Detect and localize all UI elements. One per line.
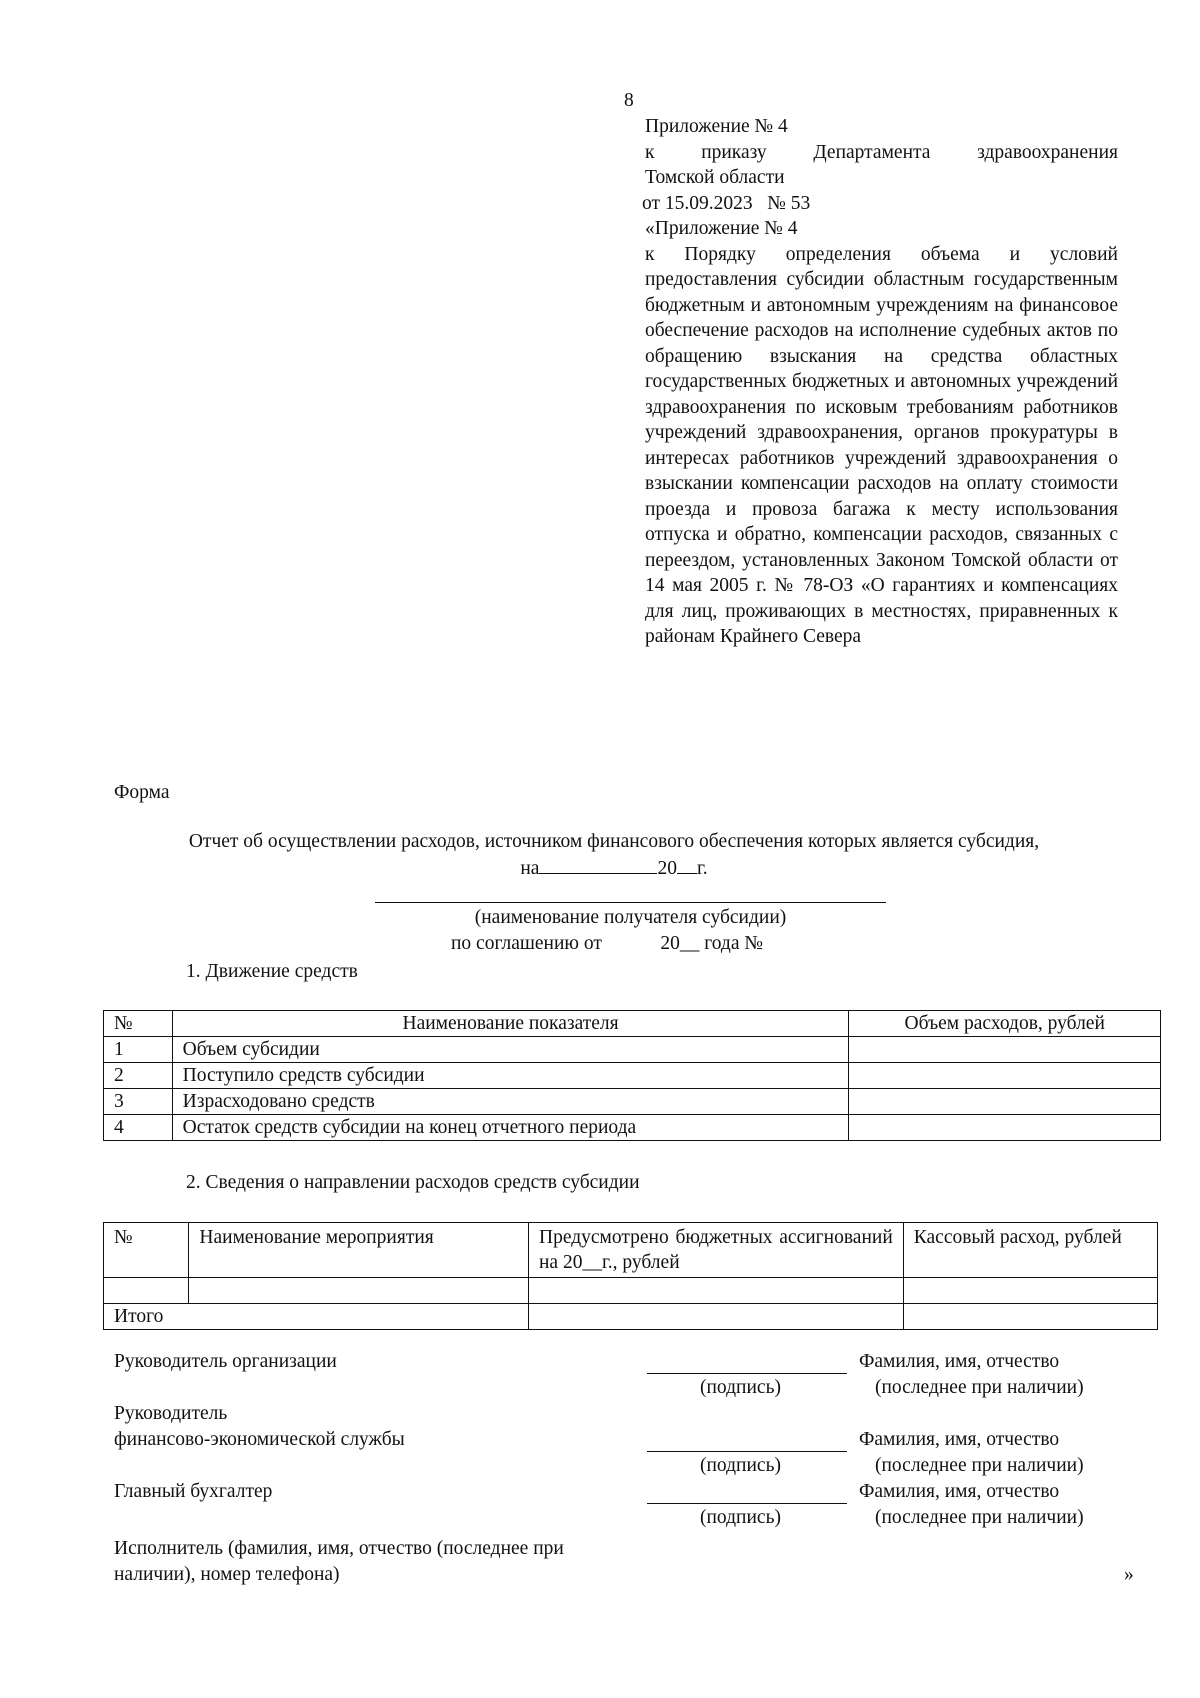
row-num: 2 <box>104 1063 173 1089</box>
row-name: Объем субсидии <box>172 1037 849 1063</box>
page-number: 8 <box>624 90 634 111</box>
table-row <box>104 1115 1161 1141</box>
empty-cell <box>104 1278 189 1304</box>
table-row <box>104 1089 1161 1115</box>
order-region: Томской области <box>645 167 785 188</box>
quoted-appendix-title: «Приложение № 4 <box>645 218 798 239</box>
period-year-blank <box>677 855 697 874</box>
header-indicator: Наименование показателя <box>172 1011 849 1037</box>
report-title: Отчет об осуществлении расходов, источником финансового обеспечения которых является субсидия, <box>188 831 1040 852</box>
head-signature-caption: (подпись) <box>700 1377 781 1398</box>
total-row <box>104 1304 1158 1330</box>
empty-cell <box>903 1278 1157 1304</box>
row-num: 3 <box>104 1089 173 1115</box>
executor-label-2: наличии), номер телефона) <box>114 1564 340 1585</box>
order-word: Департамента <box>813 141 931 163</box>
row-num: 1 <box>104 1037 173 1063</box>
recipient-name-line <box>375 902 886 903</box>
order-reference-line <box>645 140 1118 166</box>
report-period-line <box>100 855 1128 882</box>
chief-accountant-fio-note: (последнее при наличии) <box>875 1507 1084 1528</box>
form-label: Форма <box>114 782 170 803</box>
empty-cell <box>189 1278 529 1304</box>
period-on-prefix: на <box>520 858 540 879</box>
row-value <box>849 1089 1161 1115</box>
section1-title: 1. Движение средств <box>186 961 358 982</box>
chief-accountant-fio: Фамилия, имя, отчество <box>859 1481 1060 1502</box>
row-value <box>849 1115 1161 1141</box>
executor-label-1: Исполнитель (фамилия, имя, отчество (последнее при <box>114 1538 564 1559</box>
finance-head-label-1: Руководитель <box>114 1403 228 1424</box>
row-value <box>849 1063 1161 1089</box>
chief-accountant-signature-caption: (подпись) <box>700 1507 781 1528</box>
header-event: Наименование мероприятия <box>189 1223 529 1278</box>
table-row <box>104 1037 1161 1063</box>
appendix-title: Приложение № 4 <box>645 116 788 137</box>
row-num: 4 <box>104 1115 173 1141</box>
order-word: здравоохранения <box>977 141 1118 163</box>
header-num: № <box>104 1011 173 1037</box>
row-name: Поступило средств субсидии <box>172 1063 849 1089</box>
finance-head-fio: Фамилия, имя, отчество <box>859 1429 1060 1450</box>
agreement-line: по соглашению от 20__ года № <box>451 933 763 954</box>
appendix-basis-text: к Порядку определения объема и условий предоставления субсидии областным государственным бюджетным и автономным учреждениям на финансовое обеспечение расходов на исполнение судебных актов по обращению взыскания на средства областных государственных бюджетных и автономных учреждений здравоохранения по исковым требованиям работников учреждений здравоохранения, органов прокуратуры в интересах работников учреждений здравоохранения о взыскании компенсации расходов на оплату стоимости проезда и провоза багажа к месту использования отпуска и обратно, компенсации расходов, связанных с переездом, установленных Законом Томской области от 14 мая 2005 г. № 78-ОЗ «О гарантиях и компенсациях для лиц, проживающих в местностях, приравненных к районам Крайнего Севера <box>645 243 1118 647</box>
finance-head-fio-note: (последнее при наличии) <box>875 1455 1084 1476</box>
order-word: к <box>645 141 655 163</box>
head-signature-line <box>647 1373 847 1374</box>
head-label: Руководитель организации <box>114 1351 337 1372</box>
period-year-suffix: г. <box>696 858 708 879</box>
table-header-row <box>104 1223 1158 1278</box>
chief-accountant-signature-line <box>647 1503 847 1504</box>
expense-directions-table <box>103 1222 1158 1330</box>
section2-title: 2. Сведения о направлении расходов средств субсидии <box>186 1172 640 1193</box>
order-date-number: от 15.09.2023 № 53 <box>642 192 811 214</box>
header-num: № <box>104 1223 189 1278</box>
finance-head-signature-caption: (подпись) <box>700 1455 781 1476</box>
table-header-row <box>104 1011 1161 1037</box>
total-planned <box>529 1304 904 1330</box>
recipient-caption: (наименование получателя субсидии) <box>474 907 787 928</box>
header-cash: Кассовый расход, рублей <box>903 1223 1157 1278</box>
total-cash <box>903 1304 1157 1330</box>
funds-movement-table <box>103 1010 1161 1141</box>
finance-head-signature-line <box>647 1451 847 1452</box>
period-date-blank <box>539 855 657 874</box>
finance-head-label-2: финансово-экономической службы <box>114 1429 405 1450</box>
closing-quote: » <box>1124 1564 1134 1585</box>
head-fio-note: (последнее при наличии) <box>875 1377 1084 1398</box>
total-label: Итого <box>104 1304 529 1330</box>
header-planned: Предусмотрено бюджетных ассигнований на 20__г., рублей <box>529 1223 904 1278</box>
row-name: Израсходовано средств <box>172 1089 849 1115</box>
order-word: приказу <box>701 141 767 163</box>
header-amount: Объем расходов, рублей <box>849 1011 1161 1037</box>
period-year-prefix: 20 <box>657 858 677 879</box>
table-row <box>104 1063 1161 1089</box>
row-name: Остаток средств субсидии на конец отчетного периода <box>172 1115 849 1141</box>
table-row <box>104 1278 1158 1304</box>
head-fio: Фамилия, имя, отчество <box>859 1351 1060 1372</box>
empty-cell <box>529 1278 904 1304</box>
row-value <box>849 1037 1161 1063</box>
appendix-header <box>642 114 1118 650</box>
chief-accountant-label: Главный бухгалтер <box>114 1481 273 1502</box>
